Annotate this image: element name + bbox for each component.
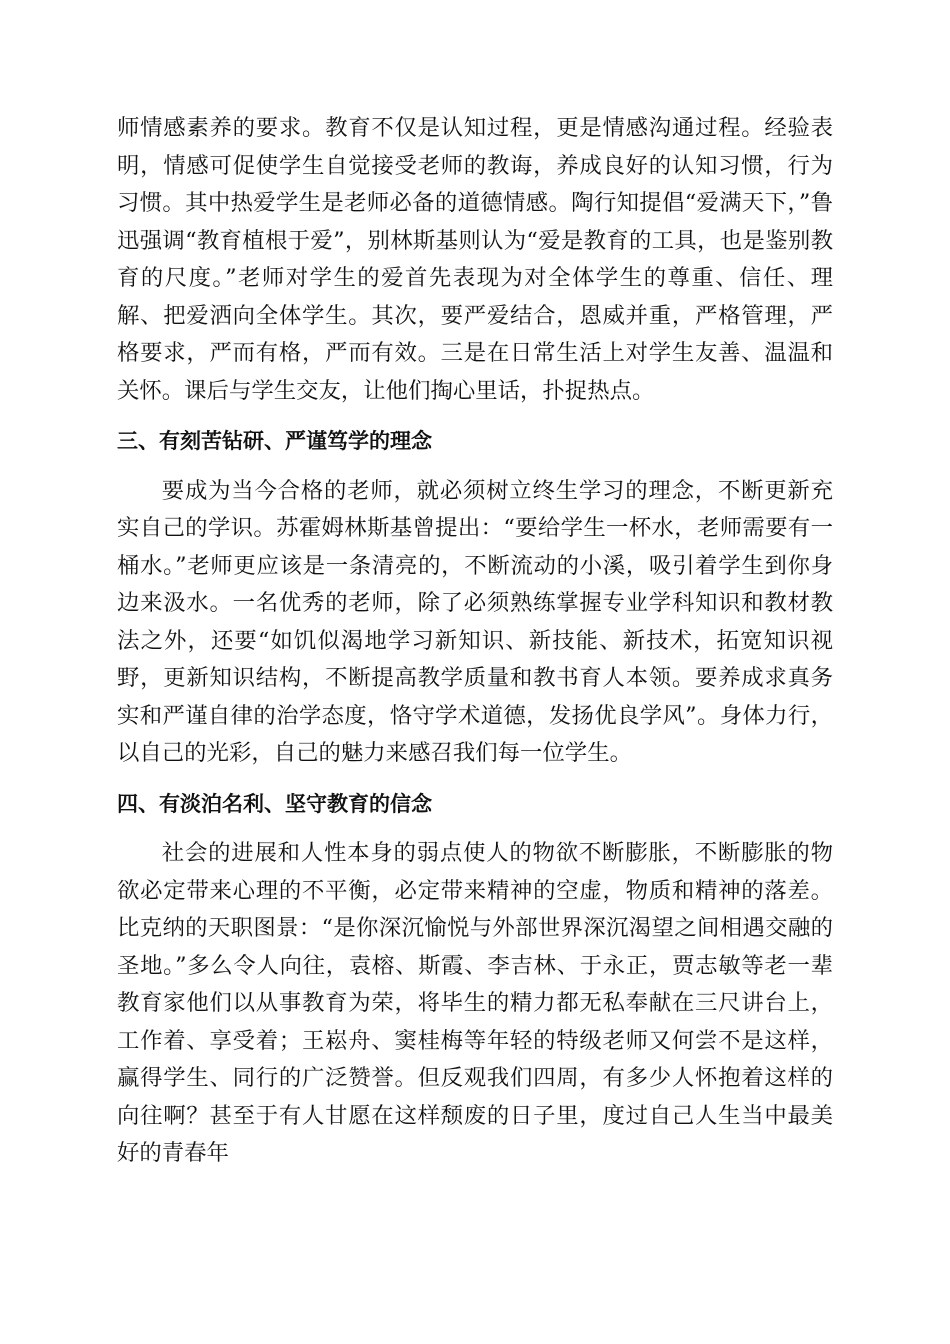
document-page	[117, 110, 833, 1173]
paragraph-teacher-emotion: 师情感素养的要求。教育不仅是认知过程，更是情感沟通过程。经验表明，情感可促使学生自觉接受老师的教诲，养成良好的认知习惯，行为习惯。其中热爱学生是老师必备的道德情感。陶行知提倡“爱满天下，”鲁迅强调“教育植根于爱”，别林斯基则认为“爱是教育的工具，也是鉴别教育的尺度。”老师对学生的爱首先表现为对全体学生的尊重、信任、理解、把爱洒向全体学生。其次，要严爱结合，恩威并重，严格管理，严格要求，严而有格，严而有效。三是在日常生活上对学生友善、温温和关怀。课后与学生交友，让他们掏心里话，扑捉热点。	[117, 115, 833, 404]
section-heading-3: 三、有刻苦钻研、严谨笃学的理念	[117, 429, 432, 453]
paragraph-education-belief: 社会的进展和人性本身的弱点使人的物欲不断膨胀，不断膨胀的物欲必定带来心理的不平衡，必定带来精神的空虚，物质和精神的落差。比克纳的天职图景：“是你深沉愉悦与外部世界深沉渴望之间相遇交融的圣地。”多么令人向往，袁榕、斯霞、李吉林、于永正，贾志敏等老一辈教育家他们以从事教育为荣，将毕生的精力都无私奉献在三尺讲台上，工作着、享受着；王崧舟、窦桂梅等年轻的特级老师又何尝不是这样，赢得学生、同行的广泛赞誉。但反观我们四周，有多少人怀抱着这样的向往啊？甚至于有人甘愿在这样颓废的日子里，度过自己人生当中最美好的青春年	[117, 840, 833, 1166]
paragraph-lifelong-learning: 要成为当今合格的老师，就必须树立终生学习的理念，不断更新充实自己的学识。苏霍姆林斯基曾提出：“要给学生一杯水，老师需要有一桶水。”老师更应该是一条清亮的，不断流动的小溪，吸引着学生到你身边来汲水。一名优秀的老师，除了必须熟练掌握专业学科知识和教材教法之外，还要“如饥似渴地学习新知识、新技能、新技术，拓宽知识视野，更新知识结构，不断提高教学质量和教书育人本领。要养成求真务实和严谨自律的治学态度，恪守学术道德，发扬优良学风”。身体力行，以自己的光彩，自己的魅力来感召我们每一位学生。	[117, 477, 833, 766]
section-heading-4: 四、有淡泊名利、坚守教育的信念	[117, 791, 432, 816]
